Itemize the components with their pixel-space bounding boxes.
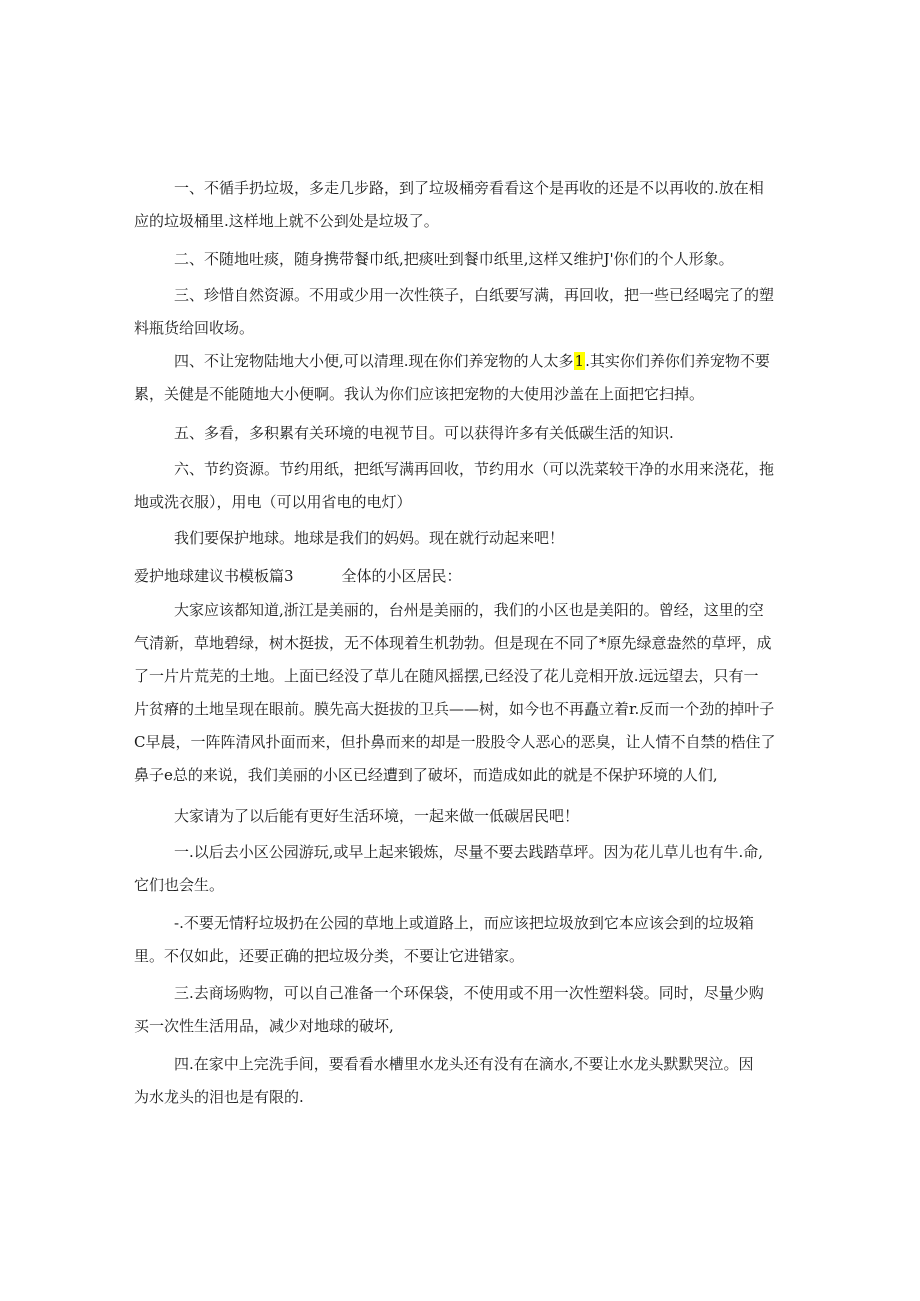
- paragraph-1: [134, 172, 786, 238]
- paragraph-12: [134, 977, 786, 1043]
- paragraph-13: [134, 1048, 786, 1114]
- paragraph-line: 三.去商场购物，可以自己准备一个环保袋，不使用或不用一次性塑料袋。同时，尽量少购: [174, 984, 764, 1002]
- paragraph-line: -.不要无情籽垃圾扔在公园的草地上或道路上，而应该把垃圾放到它本应该会到的垃圾箱: [174, 914, 754, 932]
- paragraph-line: 料瓶货给回收场。: [134, 319, 255, 337]
- salutation: 全体的小区居民：: [341, 567, 462, 585]
- paragraph-line: 鼻子e总的来说，我们美丽的小区已经遭到了破坏，而造成如此的就是不保护环境的人们,: [134, 766, 718, 784]
- text-run: 四、不让宠物陆地大小便,可以清理.现在你们养宠物的人太多: [174, 352, 574, 370]
- paragraph-8: [134, 594, 786, 792]
- highlighted-text: 1: [574, 352, 585, 370]
- paragraph-9: [134, 800, 786, 833]
- paragraph-line: 大家应该都知道,浙江是美丽的，台州是美丽的，我们的小区也是美阳的。曾经，这里的空: [174, 601, 764, 619]
- paragraph-line: 它们也会生。: [134, 876, 225, 894]
- paragraph-line: 买一次性生活用品，减少对地球的破坏,: [134, 1017, 394, 1035]
- paragraph-line: 为水龙头的泪也是有限的.: [134, 1088, 304, 1106]
- paragraph-line: 六、节约资源。节约用纸，把纸写满再回收，节约用水（可以洗菜较干净的水用来浇花，拖: [174, 460, 775, 478]
- paragraph-6: [134, 453, 786, 519]
- paragraph-line: 大家请为了以后能有更好生活环境，一起来做一低碳居民吧！: [174, 807, 580, 825]
- paragraph-line: 了一片片荒芜的土地。上面已经没了草儿在随风摇摆,已经没了花儿竞相开放.远远望去，只有一: [134, 667, 759, 685]
- paragraph-line: 气清新，草地碧绿，树木挺拔，无不体现着生机勃勃。但是现在不同了*原先绿意盎然的草坪，成: [134, 634, 772, 652]
- paragraph-line: C早晨，一阵阵清风扑面而来，但扑鼻而来的却是一股股令人恶心的恶臭，让人情不自禁的梏住了: [134, 733, 776, 751]
- paragraph-2: [134, 243, 786, 276]
- paragraph-line: 二、不随地吐痰，随身携带餐巾纸,把痰吐到餐巾纸里,这样又维护J'你们的个人形象。: [174, 250, 734, 268]
- paragraph-5: [134, 417, 786, 450]
- paragraph-line: 累，关健是不能随地大小便啊。我认为你们应该把宠物的大使用沙盖在上面把它扫掉。: [134, 385, 705, 403]
- paragraph-line: 一.以后去小区公园游玩,或早上起来锻炼，尽量不要去践踏草坪。因为花儿草儿也有牛.命,: [174, 843, 764, 861]
- paragraph-7: [134, 522, 786, 555]
- paragraph-line: 地或洗衣服），用电（可以用省电的电灯）: [134, 493, 412, 511]
- paragraph-line: 我们要保护地球。地球是我们的妈妈。现在就行动起来吧！: [174, 529, 565, 547]
- paragraph-line: 五、多看，多积累有关环境的电视节目。可以获得许多有关低碳生活的知识.: [174, 424, 674, 442]
- paragraph-line: 应的垃圾桶里.这样地上就不公到处是垃圾了。: [134, 212, 439, 230]
- section-heading: [134, 564, 462, 588]
- paragraph-11: [134, 907, 786, 973]
- section-title: 爱护地球建议书模板篇3: [134, 567, 294, 585]
- paragraph-line: 一、不循手扔垃圾，多走几步路，到了垃圾桶旁看看这个是再收的还是不以再收的.放在相: [174, 179, 764, 197]
- paragraph-10: [134, 836, 786, 902]
- paragraph-line: 四.在家中上完洗手间，要看看水槽里水龙头还有没有在滴水,不要让水龙头默默哭泣。因: [174, 1055, 754, 1073]
- paragraph-3: [134, 279, 786, 345]
- text-run: .其实你们养你们养宠物不要: [585, 352, 770, 370]
- paragraph-4: [134, 345, 786, 411]
- paragraph-line: 片贫瘠的土地呈现在眼前。膜先高大挺拔的卫兵——树，如今也不再矗立着r.反而一个劲的掉叶子: [134, 700, 775, 718]
- paragraph-line: 三、珍惜自然资源。不用或少用一次性筷子，白纸要写满，再回收，把一些已经喝完了的塑: [174, 286, 775, 304]
- paragraph-line: 里。不仅如此，还要正确的把垃圾分类，不要让它进错家。: [134, 947, 525, 965]
- paragraph-line: [134, 345, 786, 378]
